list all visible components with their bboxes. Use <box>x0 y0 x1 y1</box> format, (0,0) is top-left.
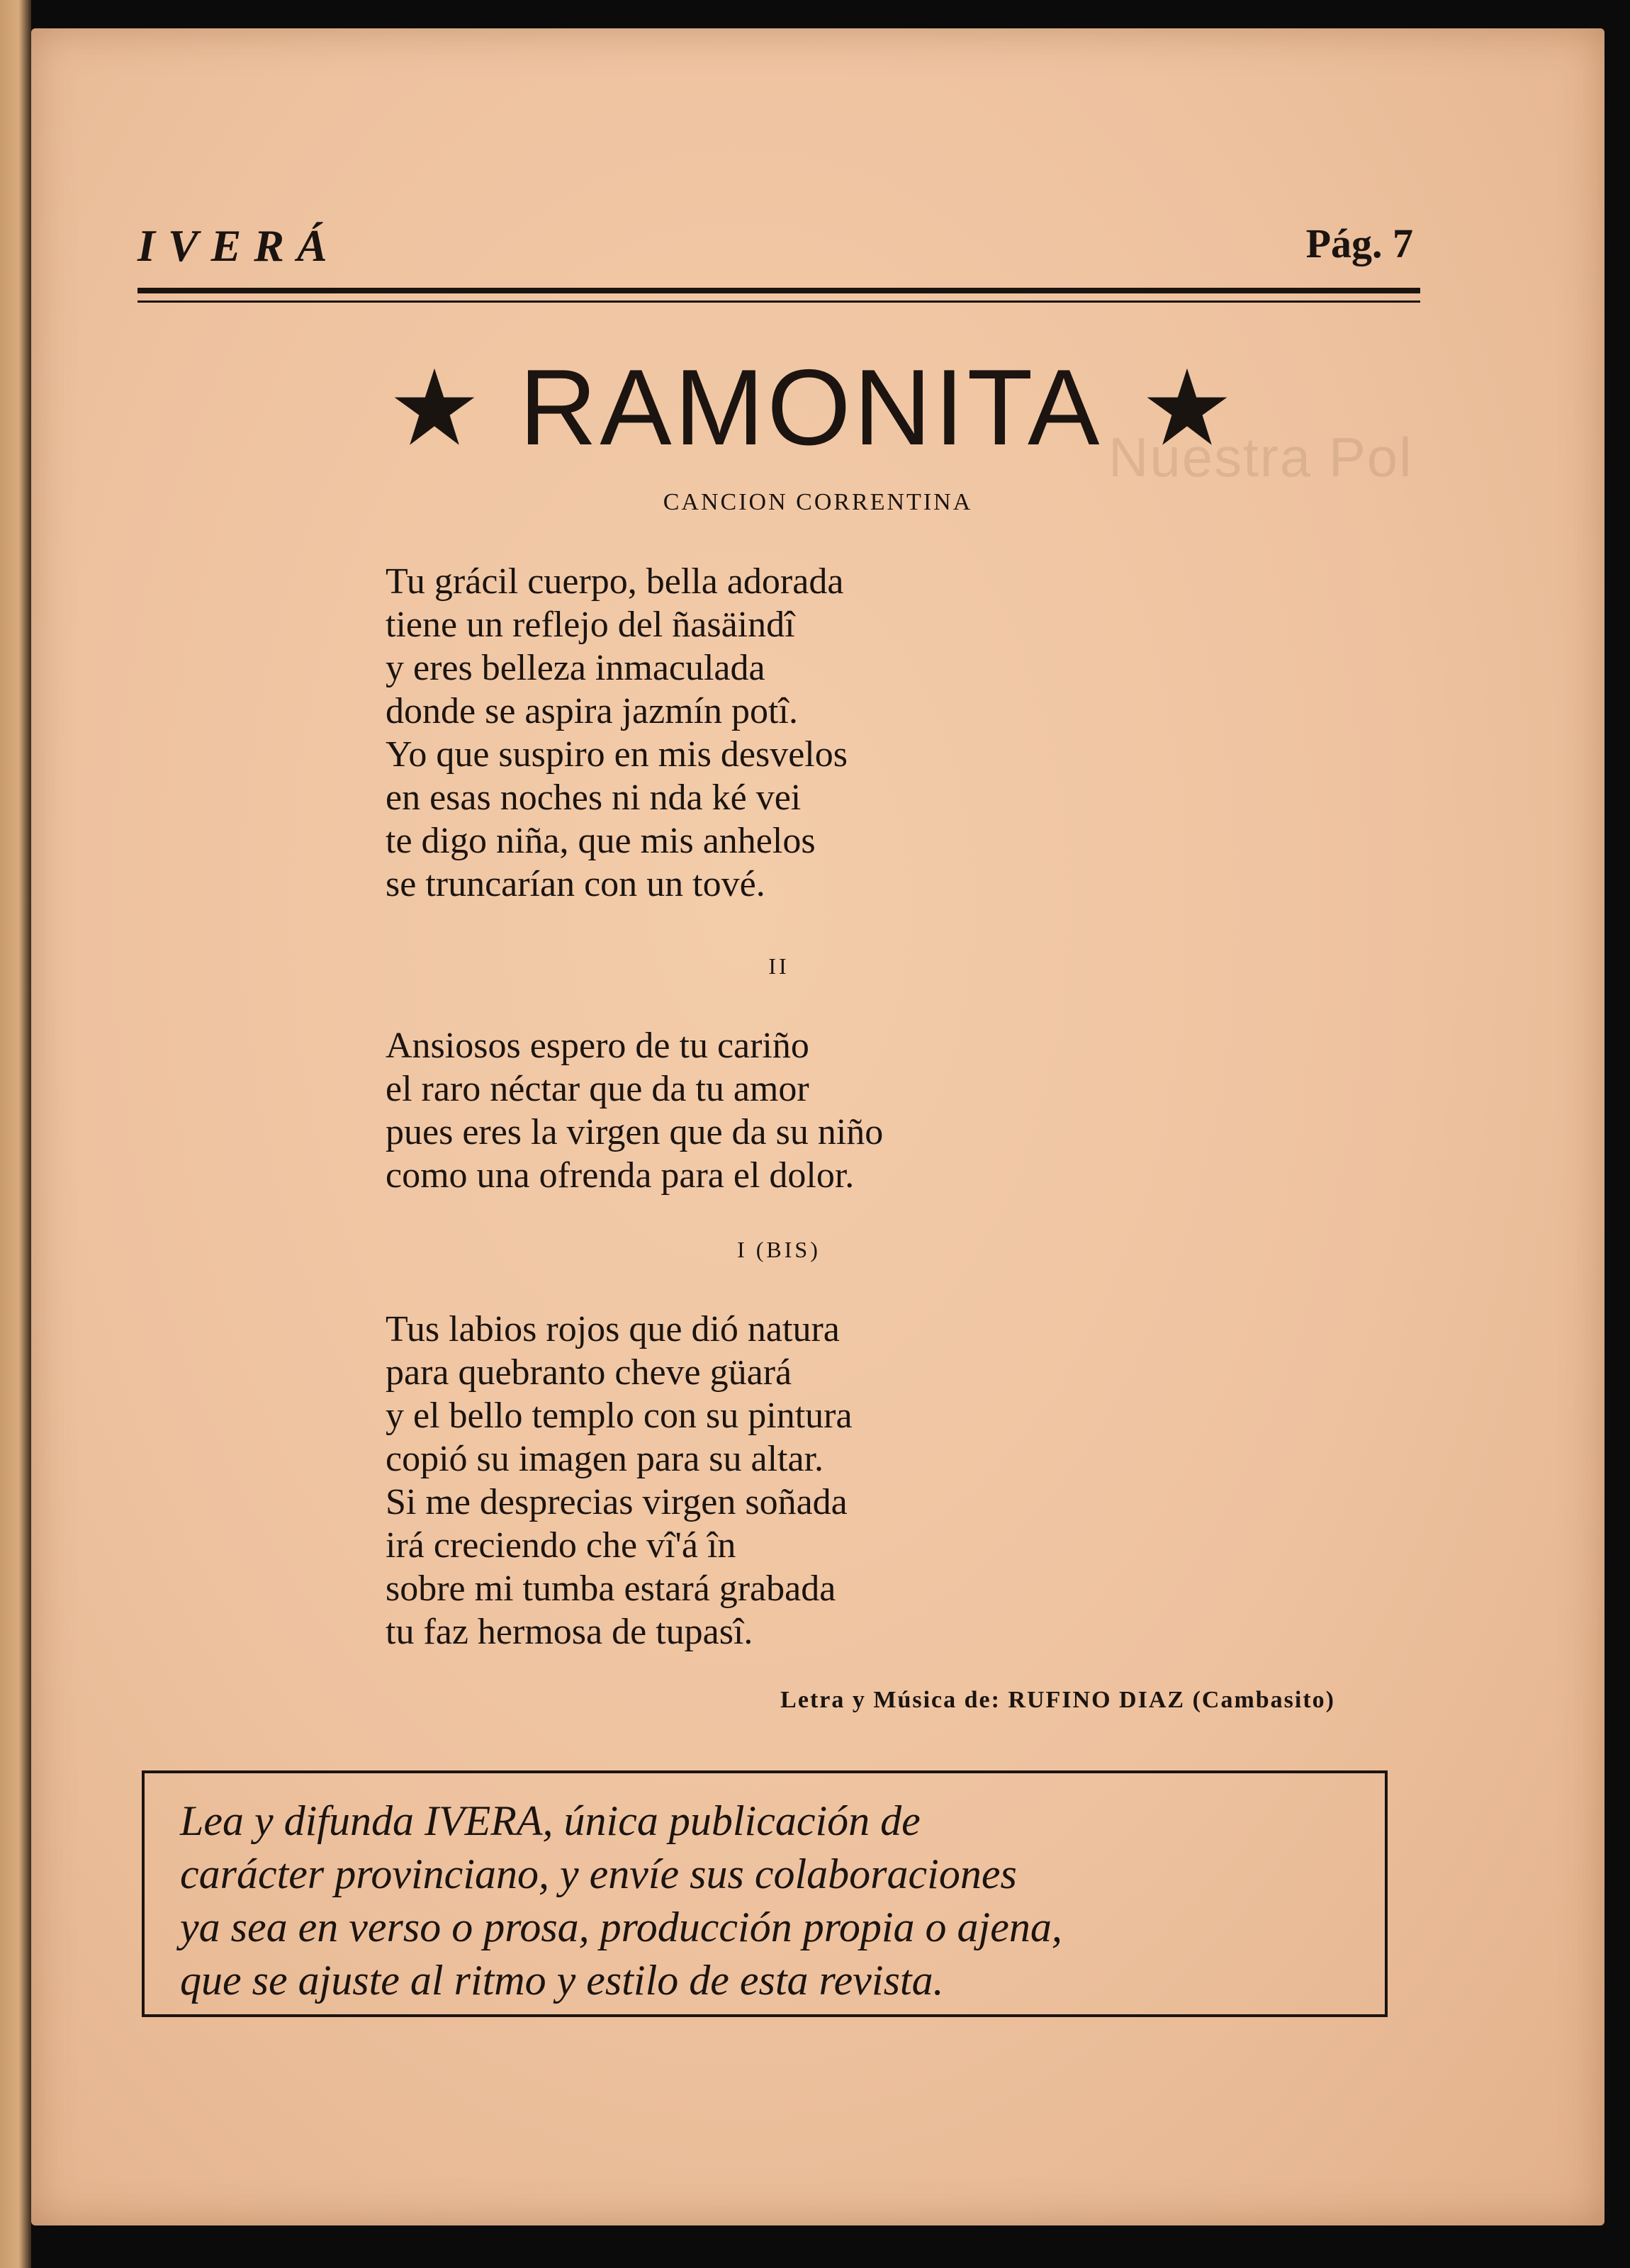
verse-line: pues eres la virgen que da su niño <box>386 1112 884 1152</box>
verse-line: tiene un reflejo del ñasäindî <box>386 605 795 645</box>
verse-line: copió su imagen para su altar. <box>386 1439 824 1479</box>
star-icon <box>1145 365 1230 450</box>
stanza-2 <box>386 1024 883 1197</box>
notice-line: ya sea en verso o prosa, producción propia o ajena, <box>180 1904 1062 1950</box>
star-icon <box>392 365 477 450</box>
header-rule-thick <box>137 288 1420 293</box>
title-block <box>244 347 1378 468</box>
verse-line: donde se aspira jazmín potî. <box>386 691 798 731</box>
verse-line: en esas noches ni nda ké vei <box>386 777 802 818</box>
publication-name: IVERÁ <box>137 220 340 271</box>
song-title: RAMONITA <box>519 347 1103 468</box>
verse-line: irá creciendo che vî'á în <box>386 1525 736 1566</box>
verse-line: como una ofrenda para el dolor. <box>386 1155 855 1196</box>
notice-line: que se ajuste al ritmo y estilo de esta revista. <box>180 1957 944 2004</box>
bleed-through-text: Nuestra Pol <box>1108 426 1413 488</box>
page-number: Pág. 7 <box>1305 220 1413 266</box>
magazine-page <box>31 28 1604 2225</box>
verse-line: te digo niña, que mis anhelos <box>386 821 816 861</box>
verse-line: el raro néctar que da tu amor <box>386 1069 809 1109</box>
verse-line: y el bello templo con su pintura <box>386 1396 853 1436</box>
publication-notice-box <box>142 1770 1388 2017</box>
stanza-3 <box>386 1308 853 1654</box>
verse-line: sobre mi tumba estará grabada <box>386 1568 836 1609</box>
verse-line: Si me desprecias virgen soñada <box>386 1482 848 1522</box>
verse-line: Ansiosos espero de tu cariño <box>386 1026 809 1066</box>
verse-line: Yo que suspiro en mis desvelos <box>386 734 848 775</box>
verse-line: y eres belleza inmaculada <box>386 648 765 688</box>
notice-line: carácter provinciano, y envíe sus colaboraciones <box>180 1851 1017 1897</box>
verse-line: para quebranto cheve güará <box>386 1352 792 1393</box>
verse-line: Tus labios rojos que dió natura <box>386 1309 840 1349</box>
stanza-marker-2: II <box>768 953 789 979</box>
stanza-marker-3: I (BIS) <box>737 1237 821 1262</box>
verse-line: Tu grácil cuerpo, bella adorada <box>386 561 844 602</box>
verse-line: tu faz hermosa de tupasî. <box>386 1612 753 1652</box>
notice-line: Lea y difunda IVERA, única publicación de <box>180 1797 921 1844</box>
stanza-1 <box>386 560 848 906</box>
song-credit: Letra y Música de: RUFINO DIAZ (Cambasito) <box>780 1687 1335 1713</box>
header-rule-thin <box>137 301 1420 303</box>
song-subtitle: CANCION CORRENTINA <box>663 489 973 515</box>
book-spine <box>0 0 31 2268</box>
verse-line: se truncarían con un tové. <box>386 864 765 904</box>
